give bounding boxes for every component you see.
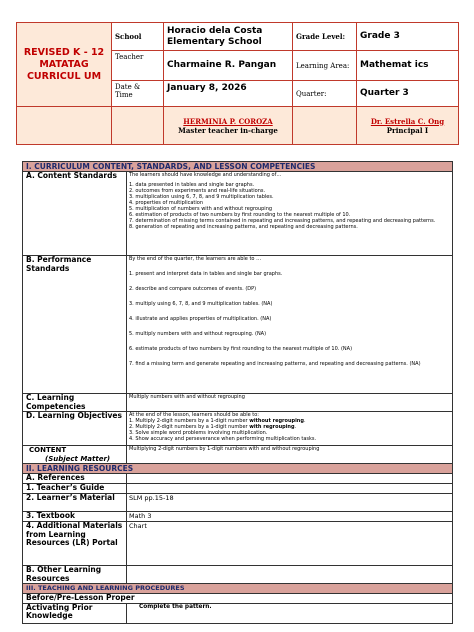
performance-standard-item: 6. estimate products of two numbers by first rounding to the nearest multiple of 10. (NA) bbox=[129, 346, 353, 352]
additional-materials-label: 4. Additional Materials from Learning Resources (LR) Portal bbox=[23, 522, 127, 566]
content-heading: CONTENT bbox=[29, 446, 67, 454]
master-teacher-signature bbox=[164, 107, 293, 145]
section-procedures-heading: III. TEACHING AND LEARNING PROCEDURES bbox=[23, 584, 453, 594]
content-standard-item: 4. properties of multiplication bbox=[129, 200, 203, 206]
content-standard-item: 1. data presented in tables and single bar graphs. bbox=[129, 182, 255, 188]
school-label: School bbox=[112, 23, 164, 51]
quarter-label: Quarter: bbox=[293, 81, 357, 107]
objective-item: 4. Show accuracy and perseverance when performing multiplication tasks. bbox=[129, 436, 317, 442]
learning-objectives-text bbox=[127, 412, 453, 446]
performance-standard-item: 2. describe and compare outcomes of events. (DP) bbox=[129, 286, 257, 292]
learning-objectives-label: D. Learning Objectives bbox=[23, 412, 127, 446]
teachers-guide-label: 1. Teacher’s Guide bbox=[23, 484, 127, 494]
teacher-value: Charmaine R. Pangan bbox=[164, 51, 293, 81]
content-standard-item: 7. determination of missing terms contained in repeating and increasing patterns, and repeating and decreasing patterns. bbox=[129, 218, 436, 224]
section-curriculum-heading: I. CURRICULUM CONTENT, STANDARDS, AND LESSON COMPETENCIES bbox=[23, 162, 453, 172]
content-standards-label: A. Content Standards bbox=[23, 172, 127, 256]
objective-item: 3. Solve simple word problems involving multiplication. bbox=[129, 430, 268, 436]
objective-item: 2. Multiply 2-digit numbers by a 1-digit number with regrouping. bbox=[129, 424, 297, 430]
textbook-value: Math 3 bbox=[127, 512, 453, 522]
principal-name: Dr. Estrella C. Ong bbox=[370, 116, 445, 126]
performance-standards-intro: By the end of the quarter, the learners are able to … bbox=[129, 256, 262, 262]
performance-standards-label: B. Performance Standards bbox=[23, 256, 127, 394]
principal-title: Principal I bbox=[386, 125, 429, 135]
learning-area-label: Learning Area: bbox=[293, 51, 357, 81]
content-standard-item: 5. multiplication of numbers with and without regrouping bbox=[129, 206, 273, 212]
content-value: Multiplying 2-digit numbers by 1-digit numbers with and without regrouping bbox=[127, 446, 453, 464]
date-value: January 8, 2026 bbox=[164, 81, 293, 107]
teachers-guide-value bbox=[127, 484, 453, 494]
quarter-value: Quarter 3 bbox=[357, 81, 459, 107]
textbook-label: 3. Textbook bbox=[23, 512, 127, 522]
content-standard-item: 8. generation of repeating and increasing patterns, and repeating and decreasing patterns. bbox=[129, 224, 358, 230]
grade-level-value: Grade 3 bbox=[357, 23, 459, 51]
master-teacher-name: HERMINIA P. COROZA bbox=[183, 116, 273, 126]
lesson-plan-table bbox=[22, 161, 453, 624]
content-label bbox=[23, 446, 127, 464]
master-teacher-title: Master teacher in-charge bbox=[178, 125, 278, 135]
performance-standard-item: 5. multiply numbers with and without regrouping. (NA) bbox=[129, 331, 267, 337]
school-value: Horacio dela Costa Elementary School bbox=[164, 23, 293, 51]
content-standards-intro: The learners should have knowledge and understanding of… bbox=[129, 172, 282, 178]
performance-standard-item: 1. present and interpret data in tables and single bar graphs. bbox=[129, 271, 283, 277]
learning-competencies-value: Multiply numbers with and without regrouping bbox=[127, 394, 453, 412]
performance-standard-item: 3. multiply using 6, 7, 8, and 9 multiplication tables. (NA) bbox=[129, 301, 273, 307]
date-time-label: Date & Time bbox=[112, 81, 164, 107]
additional-materials-value: Chart bbox=[127, 522, 453, 566]
section-resources-heading: II. LEARNING RESOURCES bbox=[23, 464, 453, 474]
performance-standard-item: 7. find a missing term and generate repeating and increasing patterns, and repeating and decreasing patterns. (NA) bbox=[129, 361, 421, 367]
other-resources-label: B. Other Learning Resources bbox=[23, 566, 127, 584]
content-standards-text bbox=[127, 172, 453, 256]
learners-material-label: 2. Learner’s Material bbox=[23, 494, 127, 512]
grade-level-label: Grade Level: bbox=[293, 23, 357, 51]
subject-matter-label: (Subject Matter) bbox=[45, 454, 111, 463]
learning-competencies-label: C. Learning Competencies bbox=[23, 394, 127, 412]
learners-material-value: SLM pp.15-18 bbox=[127, 494, 453, 512]
revised-curriculum-label: REVISED K - 12 MATATAG CURRICUL UM bbox=[17, 23, 112, 107]
references-value bbox=[127, 474, 453, 484]
content-standard-item: 2. outcomes from experiments and real-life situations. bbox=[129, 188, 266, 194]
header-table bbox=[16, 22, 459, 145]
content-standard-item: 6. estimation of products of two numbers by first rounding to the nearest multiple of 10. bbox=[129, 212, 351, 218]
objectives-intro: At the end of the lesson, learners should be able to: bbox=[129, 412, 259, 418]
performance-standard-item: 4. illustrate and applies properties of multiplication. (NA) bbox=[129, 316, 272, 322]
references-label: A. References bbox=[23, 474, 127, 484]
learning-area-value: Mathemat ics bbox=[357, 51, 459, 81]
blank-cell bbox=[17, 107, 112, 145]
blank-cell bbox=[293, 107, 357, 145]
teacher-label: Teacher bbox=[112, 51, 164, 81]
objective-item: 1. Multiply 2-digit numbers by a 1-digit number without regrouping. bbox=[129, 418, 306, 424]
pre-lesson-proper-label: Before/Pre-Lesson Proper bbox=[23, 594, 453, 604]
activating-prior-knowledge-value: Complete the pattern. bbox=[127, 603, 453, 623]
principal-signature bbox=[357, 107, 459, 145]
blank-cell bbox=[112, 107, 164, 145]
performance-standards-text bbox=[127, 256, 453, 394]
content-standard-item: 3. multiplication using 6, 7, 8, and 9 multiplication tables. bbox=[129, 194, 274, 200]
activating-prior-knowledge-label: Activating Prior Knowledge bbox=[23, 603, 127, 623]
other-resources-value bbox=[127, 566, 453, 584]
